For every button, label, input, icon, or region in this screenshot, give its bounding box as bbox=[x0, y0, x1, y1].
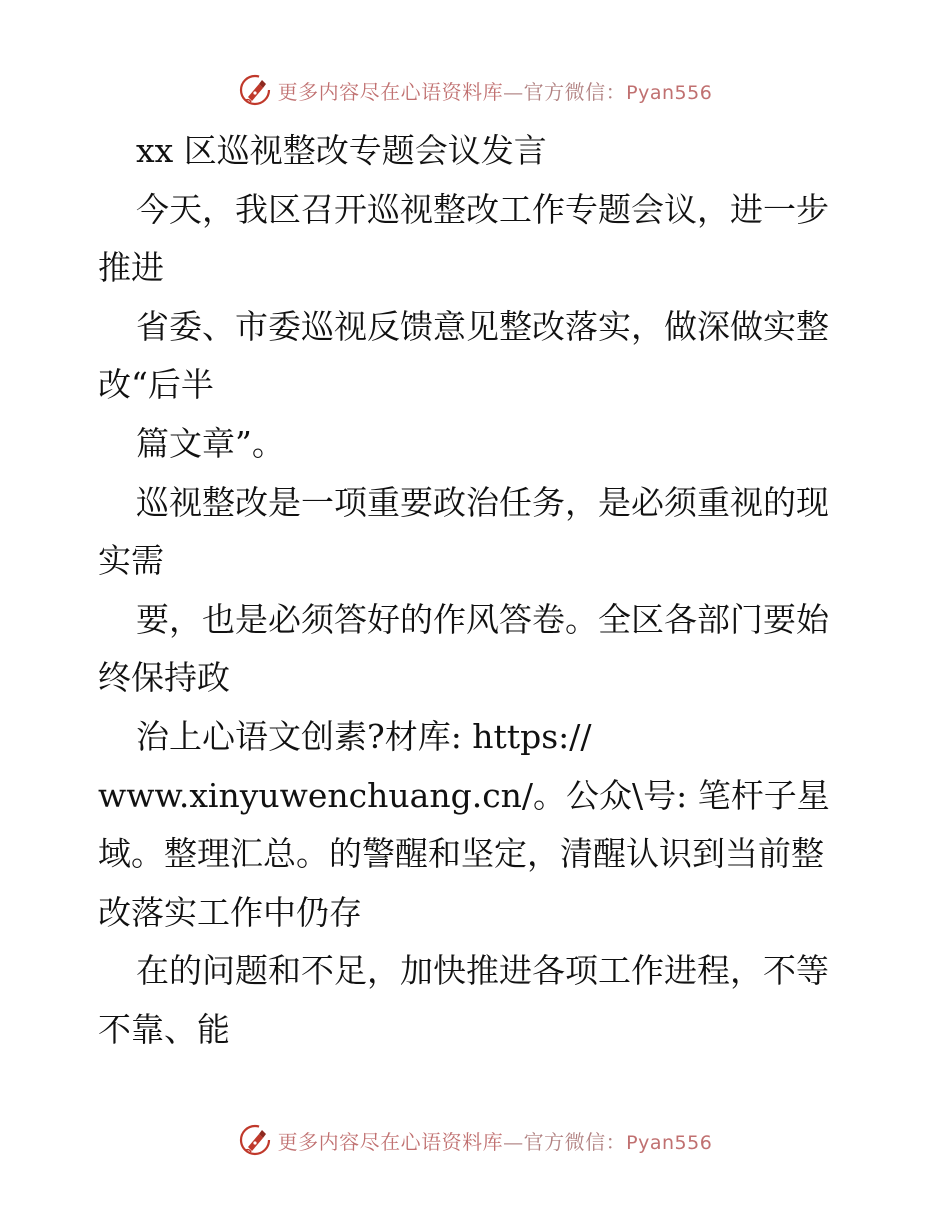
paragraph-line: 域。整理汇总。的警醒和坚定，清醒认识到当前整 bbox=[98, 834, 824, 874]
footer-banner-wechat-label: 官方微信： bbox=[523, 1129, 627, 1154]
paragraph-line: 要，也是必须答好的作风答卷。全区各部门要始 bbox=[136, 599, 829, 639]
paragraph-line: 治上心语文创素?材库: https:// bbox=[136, 716, 592, 756]
header-banner bbox=[0, 70, 950, 110]
paragraph-line: 今天，我区召开巡视整改工作专题会议，进一步 bbox=[136, 189, 829, 229]
paragraph-line: 省委、市委巡视反馈意见整改落实，做深做实整 bbox=[136, 306, 829, 346]
footer-banner-main-text: 更多内容尽在心语资料库 bbox=[277, 1129, 504, 1154]
header-banner-main-text: 更多内容尽在心语资料库 bbox=[277, 79, 504, 104]
paragraph-line: 终保持政 bbox=[98, 658, 230, 698]
paragraph-line: 实需 bbox=[98, 541, 164, 581]
paragraph-line: 不靠、能 bbox=[98, 1009, 230, 1049]
document-body bbox=[98, 122, 858, 1060]
footer-banner-dash: — bbox=[503, 1129, 524, 1154]
document-title: xx 区巡视整改专题会议发言 bbox=[136, 131, 547, 170]
paragraph-line: 改“后半 bbox=[98, 365, 214, 405]
fountain-pen-logo-icon bbox=[238, 73, 272, 107]
paragraph-line: www.xinyuwenchuang.cn/。公众\号: 笔杆子星 bbox=[98, 775, 830, 815]
footer-banner bbox=[0, 1120, 950, 1160]
paragraph-line: 改落实工作中仍存 bbox=[98, 892, 362, 932]
footer-banner-text bbox=[278, 1126, 713, 1155]
paragraph-line: 篇文章”。 bbox=[136, 423, 285, 463]
header-banner-wechat-label: 官方微信： bbox=[523, 79, 627, 104]
paragraph-line: 在的问题和不足，加快推进各项工作进程，不等 bbox=[136, 951, 829, 991]
header-banner-wechat-id: Pyan556 bbox=[626, 81, 713, 104]
paragraph-line: 巡视整改是一项重要政治任务，是必须重视的现 bbox=[136, 482, 829, 522]
header-banner-dash: — bbox=[503, 79, 524, 104]
paragraph-line: 推进 bbox=[98, 248, 164, 288]
header-banner-text bbox=[278, 76, 713, 105]
fountain-pen-logo-icon bbox=[238, 1123, 272, 1157]
footer-banner-wechat-id: Pyan556 bbox=[626, 1131, 713, 1154]
